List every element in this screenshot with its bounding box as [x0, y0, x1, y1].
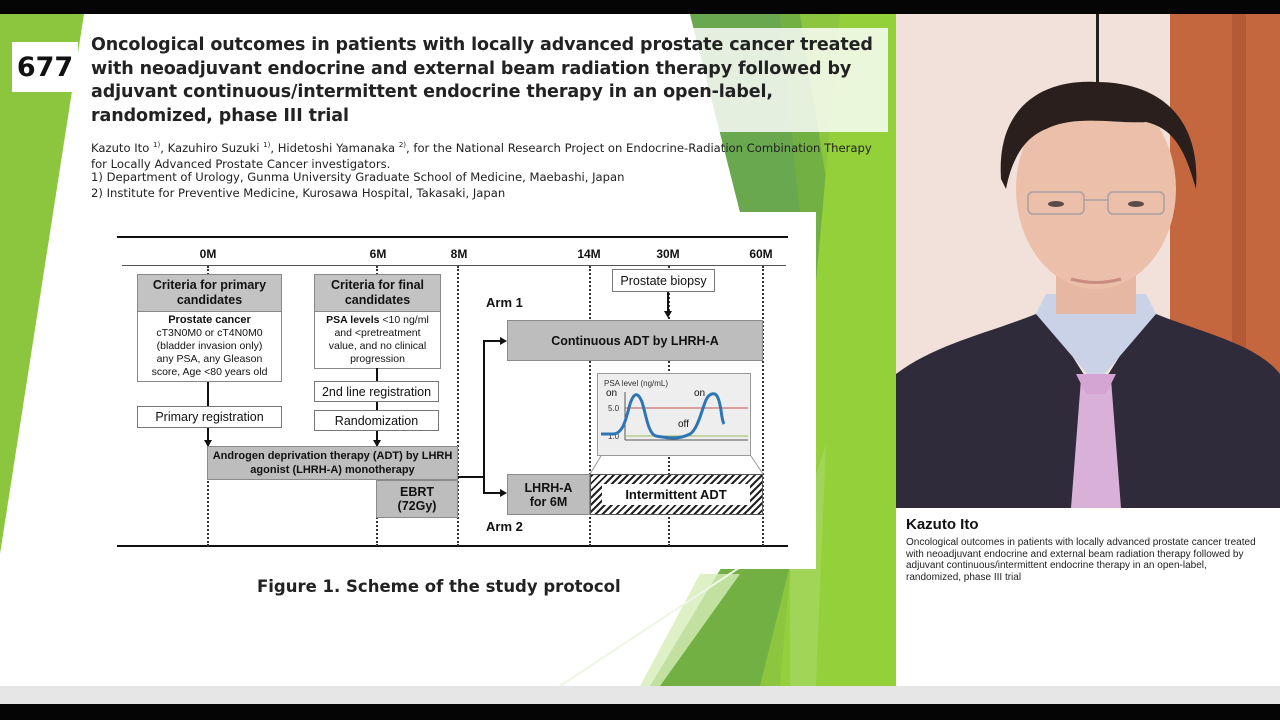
ebrt-dose: (72Gy) — [397, 499, 437, 513]
criteria-line: any PSA, any Gleason — [156, 353, 263, 365]
final-criteria-header: Criteria for final candidates — [314, 274, 441, 311]
criteria-bold: PSA levels — [326, 314, 380, 326]
author-3-affiliation-mark: 2) — [398, 141, 406, 149]
continuous-adt-box: Continuous ADT by LHRH-A — [507, 320, 763, 361]
affiliation-2: 2) Institute for Preventive Medicine, Kurosawa Hospital, Takasaki, Japan — [91, 186, 506, 200]
psa-axis-label: PSA level (ng/mL) — [604, 379, 669, 388]
author-2: , Kazuhiro Suzuki — [160, 140, 260, 155]
criteria-line: value, and no clinical — [328, 340, 427, 352]
author-2-affiliation-mark: 1) — [263, 141, 271, 149]
top-letterbox-bar — [0, 0, 1280, 14]
branch-line — [483, 492, 501, 494]
timeline-tick-6m: 6M — [369, 247, 387, 261]
connector-line — [207, 382, 209, 406]
timeline-tick-14m: 14M — [577, 247, 601, 261]
intermittent-adt-label: Intermittent ADT — [602, 484, 750, 505]
slide-title: Oncological outcomes in patients with locally advanced prostate cancer treated with neoadjuvant endocrine and external beam radiation therapy followed by adjuvant continuous/intermittent endocrine therapy in an open-label, randomized, phase III trial — [91, 35, 873, 126]
ebrt-box — [376, 480, 458, 518]
psa-level-inset-chart — [597, 373, 751, 456]
affiliation-1: 1) Department of Urology, Gunma University Graduate School of Medicine, Maebashi, Japan — [91, 170, 625, 184]
timeline-axis — [122, 265, 786, 266]
connector-line — [667, 292, 669, 312]
randomization-box: Randomization — [314, 410, 439, 431]
criteria-line: progression — [350, 353, 405, 365]
bottom-frame-strip — [0, 686, 1280, 704]
timeline-tick-30m: 30M — [656, 247, 680, 261]
speaker-talk-description: Oncological outcomes in patients with locally advanced prostate cancer treated with neoadjuvant endocrine and external beam radiation therapy followed by adjuvant continuous/intermittent endocrine therapy in an open-label, randomized, phase III trial — [906, 537, 1256, 583]
ebrt-label: EBRT — [399, 485, 435, 499]
psa-on-label-2: on — [694, 388, 706, 399]
lhrh-duration: for 6M — [529, 494, 568, 509]
timeline-tick-60m: 60M — [749, 247, 773, 261]
prostate-biopsy-box: Prostate biopsy — [612, 269, 715, 292]
primary-registration-box: Primary registration — [137, 406, 282, 428]
bottom-border-line — [117, 545, 788, 547]
arrow-right-icon — [500, 489, 507, 497]
arrow-down-icon — [664, 311, 672, 318]
top-border-line — [117, 236, 788, 238]
criteria-line: cT3N0M0 or cT4N0M0 — [156, 327, 263, 339]
figure-caption: Figure 1. Scheme of the study protocol — [257, 577, 621, 596]
speaker-photo — [896, 14, 1280, 508]
timeline-tick-8m: 8M — [450, 247, 468, 261]
speaker-portrait-image — [896, 14, 1280, 508]
lhrh-label: LHRH-A — [524, 480, 573, 495]
author-1-affiliation-mark: 1) — [153, 141, 161, 149]
arrow-right-icon — [500, 337, 507, 345]
arm-1-label: Arm 1 — [486, 295, 523, 310]
branch-line — [458, 476, 484, 478]
abstract-number: 677 — [12, 42, 78, 92]
criteria-line: score, Age <80 years old — [151, 366, 268, 378]
connector-line — [376, 402, 378, 410]
author-3: , Hidetoshi Yamanaka — [270, 140, 396, 155]
criteria-line: <10 ng/ml — [379, 314, 429, 326]
final-criteria-box — [314, 274, 441, 369]
psa-off-label: off — [678, 419, 689, 430]
primary-criteria-body — [137, 311, 282, 382]
arm-2-label: Arm 2 — [486, 519, 523, 534]
lhrh-6m-box — [507, 474, 590, 515]
second-registration-box: 2nd line registration — [314, 381, 439, 402]
criteria-line: and <pretreatment — [334, 327, 421, 339]
zoom-connector-lines — [589, 455, 765, 475]
primary-criteria-box — [137, 274, 282, 382]
adt-monotherapy-box: Androgen deprivation therapy (ADT) by LHRH agonist (LHRH-A) monotherapy — [207, 446, 458, 480]
author-list — [91, 137, 891, 172]
author-group: , for the National Research Project on Endocrine-Radiation Combination Therapy for Locally Advanced Prostate Cancer investigators. — [91, 140, 872, 171]
final-criteria-body — [314, 311, 441, 369]
psa-tick-low: 1.0 — [608, 432, 620, 441]
psa-curve-graphic — [598, 374, 752, 457]
branch-line — [483, 340, 501, 342]
author-1: Kazuto Ito — [91, 140, 150, 155]
psa-on-label-1: on — [606, 388, 618, 399]
speaker-name: Kazuto Ito — [906, 516, 979, 533]
psa-tick-high: 5.0 — [608, 404, 620, 413]
criteria-line: Prostate cancer — [168, 314, 251, 326]
branch-line — [483, 341, 485, 493]
timeline-tick-0m: 0M — [199, 247, 217, 261]
primary-criteria-header: Criteria for primary candidates — [137, 274, 282, 311]
speaker-info-panel — [896, 508, 1280, 686]
criteria-line: (bladder invasion only) — [156, 340, 263, 352]
connector-line — [376, 368, 378, 381]
bottom-letterbox-bar — [0, 704, 1280, 720]
